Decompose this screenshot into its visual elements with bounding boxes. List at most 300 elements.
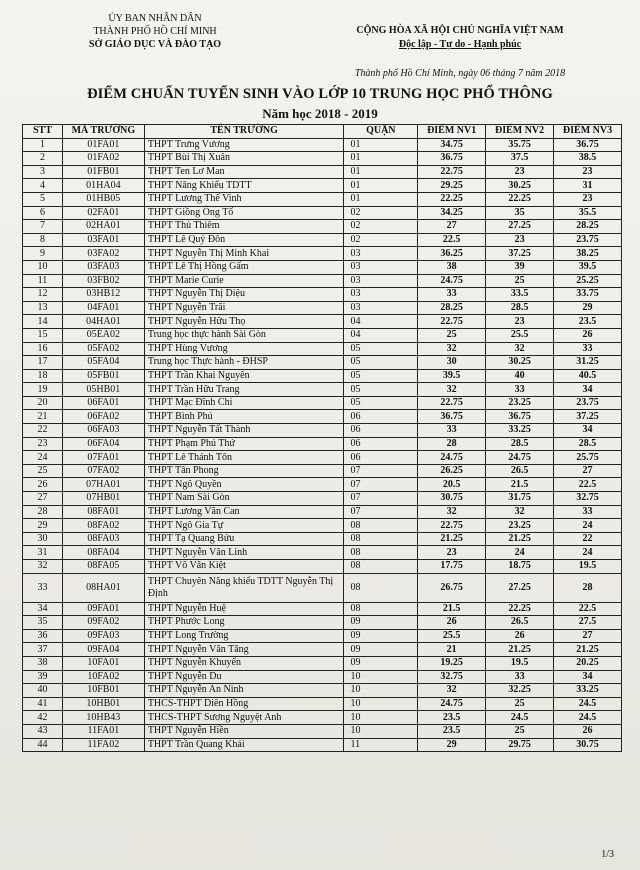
row-stt: 35 <box>23 616 63 630</box>
table-row <box>23 478 622 492</box>
row-school-code: 09FA02 <box>62 616 144 630</box>
row-score-nv3: 22 <box>554 532 622 546</box>
row-school-code: 05HB01 <box>62 383 144 397</box>
row-score-nv3: 33.75 <box>554 288 622 302</box>
row-score-nv2: 24 <box>486 546 554 560</box>
row-school-name: THPT Nguyễn Du <box>144 670 344 684</box>
row-school-code: 08FA05 <box>62 560 144 574</box>
row-school-code: 03FA02 <box>62 247 144 261</box>
row-stt: 9 <box>23 247 63 261</box>
row-score-nv3: 27.5 <box>554 616 622 630</box>
row-score-nv3: 23 <box>554 192 622 206</box>
row-stt: 32 <box>23 560 63 574</box>
issuer-line-1: ỦY BAN NHÂN DÂN <box>108 13 202 24</box>
row-school-code: 06FA03 <box>62 424 144 438</box>
row-district: 05 <box>344 342 418 356</box>
row-school-code: 06FA04 <box>62 437 144 451</box>
row-score-nv1: 27 <box>418 220 486 234</box>
row-stt: 38 <box>23 656 63 670</box>
col-header-school-name: TÊN TRƯỜNG <box>144 125 344 139</box>
row-score-nv3: 25.75 <box>554 451 622 465</box>
row-school-name: THPT Phước Long <box>144 616 344 630</box>
row-stt: 3 <box>23 165 63 179</box>
row-score-nv3: 22.5 <box>554 602 622 616</box>
row-school-name: THPT Tân Phong <box>144 464 344 478</box>
row-school-code: 09FA03 <box>62 629 144 643</box>
row-score-nv3: 28.25 <box>554 220 622 234</box>
row-score-nv3: 23.5 <box>554 315 622 329</box>
row-score-nv1: 30 <box>418 356 486 370</box>
row-score-nv2: 19.5 <box>486 656 554 670</box>
row-score-nv3: 22.5 <box>554 478 622 492</box>
row-score-nv3: 38.5 <box>554 152 622 166</box>
row-stt: 6 <box>23 206 63 220</box>
row-score-nv2: 29.75 <box>486 738 554 752</box>
row-score-nv2: 40 <box>486 369 554 383</box>
row-score-nv1: 22.75 <box>418 315 486 329</box>
row-stt: 8 <box>23 233 63 247</box>
row-score-nv1: 34.25 <box>418 206 486 220</box>
row-school-code: 08FA04 <box>62 546 144 560</box>
row-district: 08 <box>344 546 418 560</box>
row-stt: 19 <box>23 383 63 397</box>
row-district: 10 <box>344 670 418 684</box>
row-score-nv2: 26.5 <box>486 464 554 478</box>
row-school-name: THPT Phạm Phú Thứ <box>144 437 344 451</box>
row-score-nv3: 34 <box>554 670 622 684</box>
row-stt: 22 <box>23 424 63 438</box>
row-score-nv1: 33 <box>418 288 486 302</box>
row-score-nv1: 33 <box>418 424 486 438</box>
row-stt: 34 <box>23 602 63 616</box>
row-stt: 25 <box>23 464 63 478</box>
row-score-nv2: 24.75 <box>486 451 554 465</box>
row-district: 11 <box>344 738 418 752</box>
row-school-name: THPT Nguyễn Trãi <box>144 301 344 315</box>
table-row <box>23 288 622 302</box>
row-score-nv1: 32 <box>418 383 486 397</box>
row-score-nv3: 37.25 <box>554 410 622 424</box>
row-district: 10 <box>344 684 418 698</box>
row-score-nv1: 23.5 <box>418 711 486 725</box>
row-score-nv3: 38.25 <box>554 247 622 261</box>
table-row <box>23 260 622 274</box>
row-score-nv1: 26 <box>418 616 486 630</box>
row-score-nv3: 35.5 <box>554 206 622 220</box>
row-stt: 4 <box>23 179 63 193</box>
row-school-name: THPT Nguyễn Thị Diệu <box>144 288 344 302</box>
row-score-nv3: 31 <box>554 179 622 193</box>
row-score-nv2: 30.25 <box>486 356 554 370</box>
row-school-code: 03FB02 <box>62 274 144 288</box>
row-score-nv1: 24.75 <box>418 274 486 288</box>
col-header-nv1: ĐIỂM NV1 <box>418 125 486 139</box>
row-score-nv2: 23.25 <box>486 396 554 410</box>
row-score-nv3: 20.25 <box>554 656 622 670</box>
row-school-name: THPT Nguyễn Thị Minh Khai <box>144 247 344 261</box>
country-name: CỘNG HÒA XÃ HỘI CHỦ NGHĨA VIỆT NAM <box>356 25 564 36</box>
table-row <box>23 192 622 206</box>
table-row <box>23 206 622 220</box>
row-stt: 44 <box>23 738 63 752</box>
row-district: 01 <box>344 192 418 206</box>
row-score-nv1: 20.5 <box>418 478 486 492</box>
row-school-name: THPT Võ Văn Kiệt <box>144 560 344 574</box>
col-header-district: QUẬN <box>344 125 418 139</box>
row-score-nv2: 21.25 <box>486 643 554 657</box>
row-score-nv2: 23.25 <box>486 519 554 533</box>
page-title: ĐIỂM CHUẨN TUYỂN SINH VÀO LỚP 10 TRUNG HỌC PHỔ THÔNG <box>87 86 553 102</box>
row-score-nv1: 25 <box>418 328 486 342</box>
row-district: 01 <box>344 179 418 193</box>
row-school-code: 05FA04 <box>62 356 144 370</box>
table-row <box>23 656 622 670</box>
table-row <box>23 247 622 261</box>
row-score-nv3: 33.25 <box>554 684 622 698</box>
col-header-stt: STT <box>23 125 63 139</box>
row-stt: 26 <box>23 478 63 492</box>
row-school-name: THPT Lê Thị Hồng Gấm <box>144 260 344 274</box>
row-school-name: THPT Chuyên Năng khiếu TDTT Nguyễn Thị Định <box>144 573 344 602</box>
row-score-nv1: 30.75 <box>418 492 486 506</box>
table-row <box>23 697 622 711</box>
row-school-name: THPT Bùi Thị Xuân <box>144 152 344 166</box>
row-score-nv1: 32 <box>418 342 486 356</box>
row-district: 10 <box>344 724 418 738</box>
row-district: 10 <box>344 711 418 725</box>
row-score-nv1: 38 <box>418 260 486 274</box>
row-district: 09 <box>344 629 418 643</box>
row-stt: 17 <box>23 356 63 370</box>
row-score-nv3: 28 <box>554 573 622 602</box>
row-score-nv1: 25.5 <box>418 629 486 643</box>
row-district: 05 <box>344 396 418 410</box>
row-score-nv1: 28.25 <box>418 301 486 315</box>
table-row <box>23 328 622 342</box>
row-score-nv1: 24.75 <box>418 451 486 465</box>
row-district: 07 <box>344 492 418 506</box>
row-score-nv3: 33 <box>554 342 622 356</box>
table-row <box>23 602 622 616</box>
row-stt: 42 <box>23 711 63 725</box>
row-stt: 14 <box>23 315 63 329</box>
table-row <box>23 138 622 152</box>
row-school-name: THPT Nguyễn Văn Linh <box>144 546 344 560</box>
row-score-nv1: 26.25 <box>418 464 486 478</box>
row-score-nv2: 26.5 <box>486 616 554 630</box>
row-score-nv2: 18.75 <box>486 560 554 574</box>
row-district: 09 <box>344 656 418 670</box>
row-score-nv2: 25 <box>486 697 554 711</box>
row-score-nv3: 34 <box>554 383 622 397</box>
row-score-nv2: 33.25 <box>486 424 554 438</box>
row-score-nv2: 33 <box>486 383 554 397</box>
row-score-nv2: 33.5 <box>486 288 554 302</box>
table-row <box>23 179 622 193</box>
table-row <box>23 546 622 560</box>
row-school-name: THPT Nguyễn Hiền <box>144 724 344 738</box>
row-score-nv2: 23 <box>486 233 554 247</box>
row-school-code: 07FA02 <box>62 464 144 478</box>
row-score-nv1: 29 <box>418 738 486 752</box>
row-district: 07 <box>344 478 418 492</box>
table-row <box>23 505 622 519</box>
row-school-code: 10FA01 <box>62 656 144 670</box>
row-score-nv1: 23.5 <box>418 724 486 738</box>
table-row <box>23 220 622 234</box>
scores-table <box>22 124 622 752</box>
row-school-name: THPT Lương Thế Vinh <box>144 192 344 206</box>
row-district: 08 <box>344 573 418 602</box>
table-row <box>23 356 622 370</box>
row-score-nv1: 22.25 <box>418 192 486 206</box>
row-score-nv3: 23 <box>554 165 622 179</box>
row-district: 06 <box>344 424 418 438</box>
table-row <box>23 383 622 397</box>
row-score-nv2: 39 <box>486 260 554 274</box>
row-school-name: THPT Trưng Vương <box>144 138 344 152</box>
table-row <box>23 643 622 657</box>
row-school-code: 01HA04 <box>62 179 144 193</box>
table-row <box>23 451 622 465</box>
row-district: 02 <box>344 220 418 234</box>
col-header-school-code: MÃ TRƯỜNG <box>62 125 144 139</box>
row-stt: 11 <box>23 274 63 288</box>
row-district: 05 <box>344 383 418 397</box>
row-stt: 31 <box>23 546 63 560</box>
table-row <box>23 274 622 288</box>
row-score-nv1: 19.25 <box>418 656 486 670</box>
row-school-code: 07HA01 <box>62 478 144 492</box>
row-district: 04 <box>344 328 418 342</box>
row-school-name: THPT Ten Lơ Man <box>144 165 344 179</box>
row-score-nv1: 22.5 <box>418 233 486 247</box>
table-row <box>23 396 622 410</box>
row-score-nv2: 32.25 <box>486 684 554 698</box>
row-score-nv3: 34 <box>554 424 622 438</box>
row-stt: 29 <box>23 519 63 533</box>
table-body <box>23 138 622 752</box>
row-score-nv3: 28.5 <box>554 437 622 451</box>
row-stt: 13 <box>23 301 63 315</box>
row-stt: 21 <box>23 410 63 424</box>
row-score-nv2: 30.25 <box>486 179 554 193</box>
row-school-code: 03FA03 <box>62 260 144 274</box>
row-score-nv2: 32 <box>486 342 554 356</box>
row-school-code: 06FA02 <box>62 410 144 424</box>
row-score-nv1: 23 <box>418 546 486 560</box>
row-stt: 43 <box>23 724 63 738</box>
row-stt: 24 <box>23 451 63 465</box>
row-school-code: 11FA01 <box>62 724 144 738</box>
row-stt: 36 <box>23 629 63 643</box>
row-stt: 28 <box>23 505 63 519</box>
row-score-nv1: 36.25 <box>418 247 486 261</box>
row-school-name: THPT Tạ Quang Bửu <box>144 532 344 546</box>
row-school-name: THPT Lê Thánh Tôn <box>144 451 344 465</box>
row-stt: 40 <box>23 684 63 698</box>
row-stt: 18 <box>23 369 63 383</box>
row-score-nv3: 27 <box>554 629 622 643</box>
row-score-nv3: 24.5 <box>554 697 622 711</box>
row-score-nv1: 36.75 <box>418 152 486 166</box>
row-school-name: THPT Trần Hữu Trang <box>144 383 344 397</box>
row-score-nv1: 21.5 <box>418 602 486 616</box>
row-score-nv3: 24 <box>554 519 622 533</box>
row-stt: 10 <box>23 260 63 274</box>
table-row <box>23 532 622 546</box>
table-row <box>23 738 622 752</box>
row-school-code: 09FA04 <box>62 643 144 657</box>
row-district: 07 <box>344 505 418 519</box>
row-school-name: THPT Trần Khai Nguyên <box>144 369 344 383</box>
row-score-nv2: 28.5 <box>486 301 554 315</box>
row-stt: 1 <box>23 138 63 152</box>
row-score-nv2: 37.5 <box>486 152 554 166</box>
row-score-nv1: 22.75 <box>418 165 486 179</box>
row-score-nv2: 26 <box>486 629 554 643</box>
row-school-code: 08FA03 <box>62 532 144 546</box>
row-school-name: THPT Ngô Quyền <box>144 478 344 492</box>
row-school-name: THPT Nguyễn Hữu Thọ <box>144 315 344 329</box>
row-score-nv2: 33 <box>486 670 554 684</box>
row-score-nv1: 17.75 <box>418 560 486 574</box>
page-subtitle: Năm học 2018 - 2019 <box>262 106 378 121</box>
row-district: 08 <box>344 532 418 546</box>
row-score-nv3: 36.75 <box>554 138 622 152</box>
row-score-nv3: 40.5 <box>554 369 622 383</box>
row-district: 02 <box>344 233 418 247</box>
row-score-nv2: 35.75 <box>486 138 554 152</box>
motto: Độc lập - Tự do - Hạnh phúc <box>398 39 522 50</box>
row-score-nv2: 25 <box>486 724 554 738</box>
row-school-name: THPT Mạc Đĩnh Chi <box>144 396 344 410</box>
row-stt: 15 <box>23 328 63 342</box>
row-school-code: 03HB12 <box>62 288 144 302</box>
issuer-block <box>60 12 250 51</box>
row-school-code: 10FB01 <box>62 684 144 698</box>
row-score-nv1: 39.5 <box>418 369 486 383</box>
row-score-nv1: 21 <box>418 643 486 657</box>
row-school-code: 01FA01 <box>62 138 144 152</box>
row-school-name: THPT Giồng Ông Tố <box>144 206 344 220</box>
row-school-name: THPT Nguyễn Văn Tăng <box>144 643 344 657</box>
row-school-code: 02HA01 <box>62 220 144 234</box>
col-header-nv2: ĐIỂM NV2 <box>486 125 554 139</box>
row-score-nv3: 25.25 <box>554 274 622 288</box>
row-score-nv2: 27.25 <box>486 573 554 602</box>
row-score-nv2: 28.5 <box>486 437 554 451</box>
row-score-nv2: 21.5 <box>486 478 554 492</box>
row-school-code: 01FA02 <box>62 152 144 166</box>
row-school-code: 03FA01 <box>62 233 144 247</box>
row-score-nv1: 24.75 <box>418 697 486 711</box>
row-school-name: THCS-THPT Sương Nguyệt Anh <box>144 711 344 725</box>
row-school-name: THCS-THPT Diên Hồng <box>144 697 344 711</box>
row-score-nv1: 36.75 <box>418 410 486 424</box>
row-school-code: 05EA02 <box>62 328 144 342</box>
issuer-line-2: THÀNH PHỐ HỒ CHÍ MINH <box>93 26 217 37</box>
row-district: 08 <box>344 560 418 574</box>
table-row <box>23 165 622 179</box>
row-score-nv2: 22.25 <box>486 602 554 616</box>
row-score-nv2: 35 <box>486 206 554 220</box>
row-score-nv3: 19.5 <box>554 560 622 574</box>
row-score-nv3: 21.25 <box>554 643 622 657</box>
row-district: 05 <box>344 369 418 383</box>
row-school-code: 08FA01 <box>62 505 144 519</box>
row-score-nv2: 25.5 <box>486 328 554 342</box>
row-score-nv3: 26 <box>554 328 622 342</box>
row-school-name: THPT Nguyễn An Ninh <box>144 684 344 698</box>
table-row <box>23 424 622 438</box>
row-stt: 30 <box>23 532 63 546</box>
row-school-code: 04FA01 <box>62 301 144 315</box>
row-score-nv1: 29.25 <box>418 179 486 193</box>
row-district: 01 <box>344 152 418 166</box>
table-row <box>23 519 622 533</box>
row-district: 04 <box>344 315 418 329</box>
row-school-code: 02FA01 <box>62 206 144 220</box>
row-district: 06 <box>344 437 418 451</box>
row-score-nv3: 24.5 <box>554 711 622 725</box>
table-row <box>23 670 622 684</box>
row-school-name: THPT Trần Quang Khải <box>144 738 344 752</box>
row-district: 03 <box>344 301 418 315</box>
row-school-name: THPT Hùng Vương <box>144 342 344 356</box>
table-row <box>23 233 622 247</box>
table-row <box>23 301 622 315</box>
row-district: 01 <box>344 138 418 152</box>
row-score-nv3: 33 <box>554 505 622 519</box>
row-score-nv2: 24.5 <box>486 711 554 725</box>
table-header-row <box>23 125 622 139</box>
row-district: 06 <box>344 451 418 465</box>
table-row <box>23 616 622 630</box>
row-school-code: 05FA02 <box>62 342 144 356</box>
table-row <box>23 573 622 602</box>
row-score-nv2: 21.25 <box>486 532 554 546</box>
row-district: 05 <box>344 356 418 370</box>
row-stt: 5 <box>23 192 63 206</box>
row-score-nv3: 39.5 <box>554 260 622 274</box>
table-row <box>23 152 622 166</box>
row-score-nv1: 26.75 <box>418 573 486 602</box>
table-row <box>23 315 622 329</box>
row-score-nv2: 23 <box>486 165 554 179</box>
row-score-nv2: 23 <box>486 315 554 329</box>
row-district: 10 <box>344 697 418 711</box>
row-stt: 23 <box>23 437 63 451</box>
row-score-nv2: 32 <box>486 505 554 519</box>
row-district: 02 <box>344 206 418 220</box>
row-school-code: 01FB01 <box>62 165 144 179</box>
table-row <box>23 492 622 506</box>
row-school-name: THPT Bình Phú <box>144 410 344 424</box>
row-score-nv2: 31.75 <box>486 492 554 506</box>
row-school-name: THPT Ngô Gia Tự <box>144 519 344 533</box>
row-school-code: 09FA01 <box>62 602 144 616</box>
row-school-name: THPT Nam Sài Gòn <box>144 492 344 506</box>
row-score-nv3: 27 <box>554 464 622 478</box>
row-district: 03 <box>344 288 418 302</box>
row-district: 03 <box>344 274 418 288</box>
row-score-nv3: 24 <box>554 546 622 560</box>
row-score-nv3: 23.75 <box>554 396 622 410</box>
row-school-code: 06FA01 <box>62 396 144 410</box>
row-stt: 12 <box>23 288 63 302</box>
row-score-nv3: 30.75 <box>554 738 622 752</box>
